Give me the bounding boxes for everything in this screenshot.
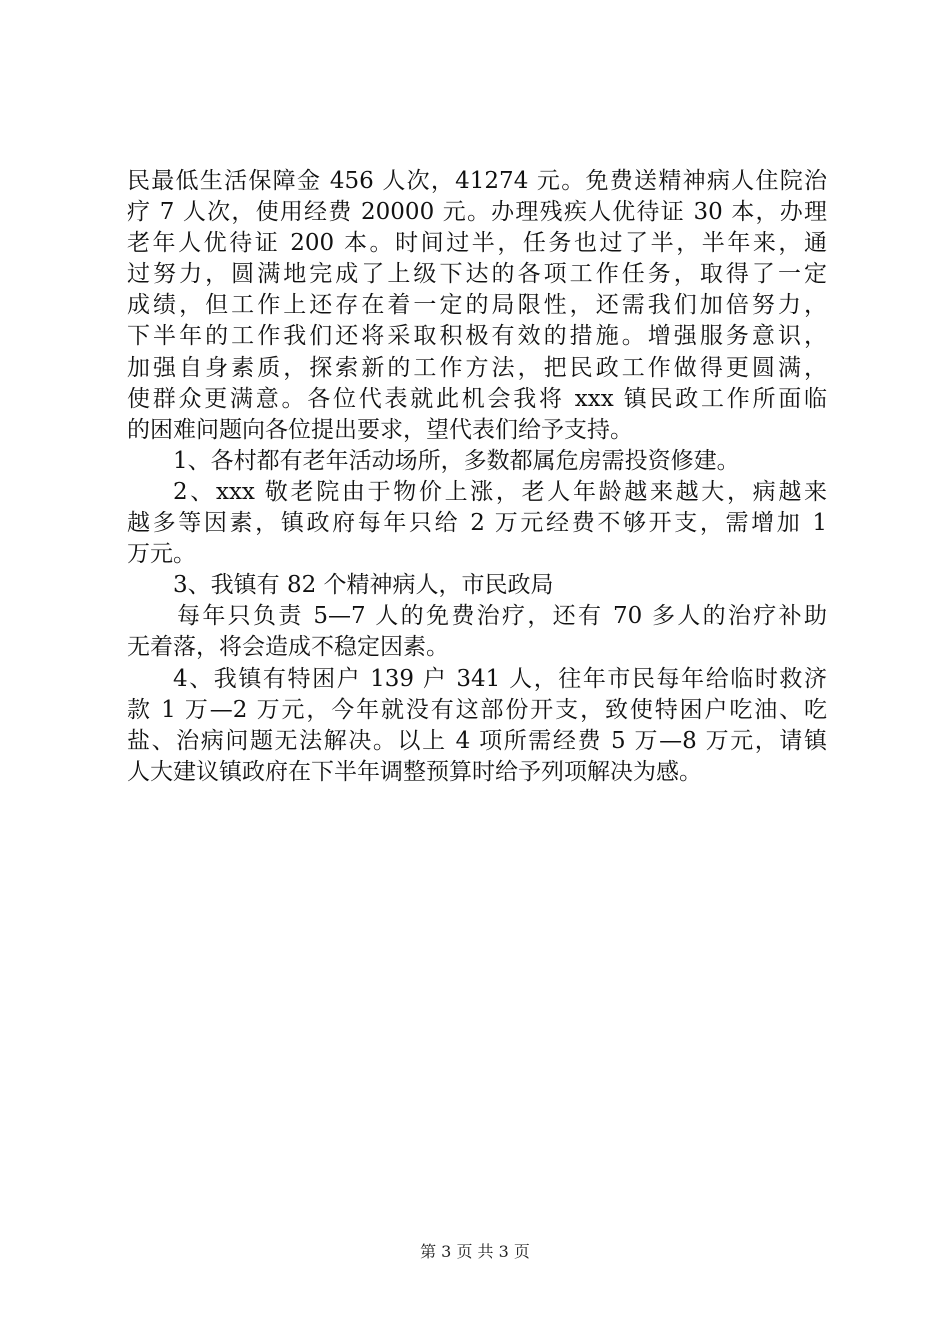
text-line: 盐、治病问题无法解决。以上 4 项所需经费 5 万—8 万元，请镇 bbox=[127, 727, 827, 754]
text-line: 老年人优待证 200 本。时间过半，任务也过了半，半年来，通 bbox=[127, 230, 827, 257]
list-item-2: 2、xxx 敬老院由于物价上涨，老人年龄越来越大，病越来 bbox=[173, 478, 827, 505]
text-line: 的困难问题向各位提出要求，望代表们给予支持。 bbox=[127, 416, 633, 443]
list-item-4: 4、我镇有特困户 139 户 341 人，往年市民每年给临时救济 bbox=[173, 665, 827, 692]
text-line: 万元。 bbox=[127, 541, 196, 568]
text-line: 无着落，将会造成不稳定因素。 bbox=[127, 634, 449, 661]
text-line: 民最低生活保障金 456 人次，41274 元。免费送精神病人住院治 bbox=[127, 168, 827, 194]
text-line: 过努力，圆满地完成了上级下达的各项工作任务，取得了一定 bbox=[127, 261, 827, 288]
text-line: 每年只负责 5—7 人的免费治疗，还有 70 多人的治疗补助 bbox=[177, 603, 827, 630]
list-item-3: 3、我镇有 82 个精神病人，市民政局 bbox=[173, 572, 554, 599]
text-line: 使群众更满意。各位代表就此机会我将 xxx 镇民政工作所面临 bbox=[127, 385, 827, 412]
text-line: 加强自身素质，探索新的工作方法，把民政工作做得更圆满， bbox=[127, 354, 827, 381]
text-line: 款 1 万—2 万元，今年就没有这部份开支，致使特困户吃油、吃 bbox=[127, 696, 827, 723]
text-line: 成绩，但工作上还存在着一定的局限性，还需我们加倍努力， bbox=[127, 292, 827, 319]
text-line: 人大建议镇政府在下半年调整预算时给予列项解决为感。 bbox=[127, 758, 702, 785]
page-footer: 第 3 页 共 3 页 bbox=[420, 1242, 530, 1261]
list-item-1: 1、各村都有老年活动场所，多数都属危房需投资修建。 bbox=[173, 447, 740, 474]
text-line: 疗 7 人次，使用经费 20000 元。办理残疾人优待证 30 本，办理 bbox=[127, 199, 827, 226]
text-line: 下半年的工作我们还将采取积极有效的措施。增强服务意识， bbox=[127, 323, 827, 350]
body-text bbox=[127, 166, 827, 788]
text-line: 越多等因素，镇政府每年只给 2 万元经费不够开支，需增加 1 bbox=[127, 510, 827, 537]
